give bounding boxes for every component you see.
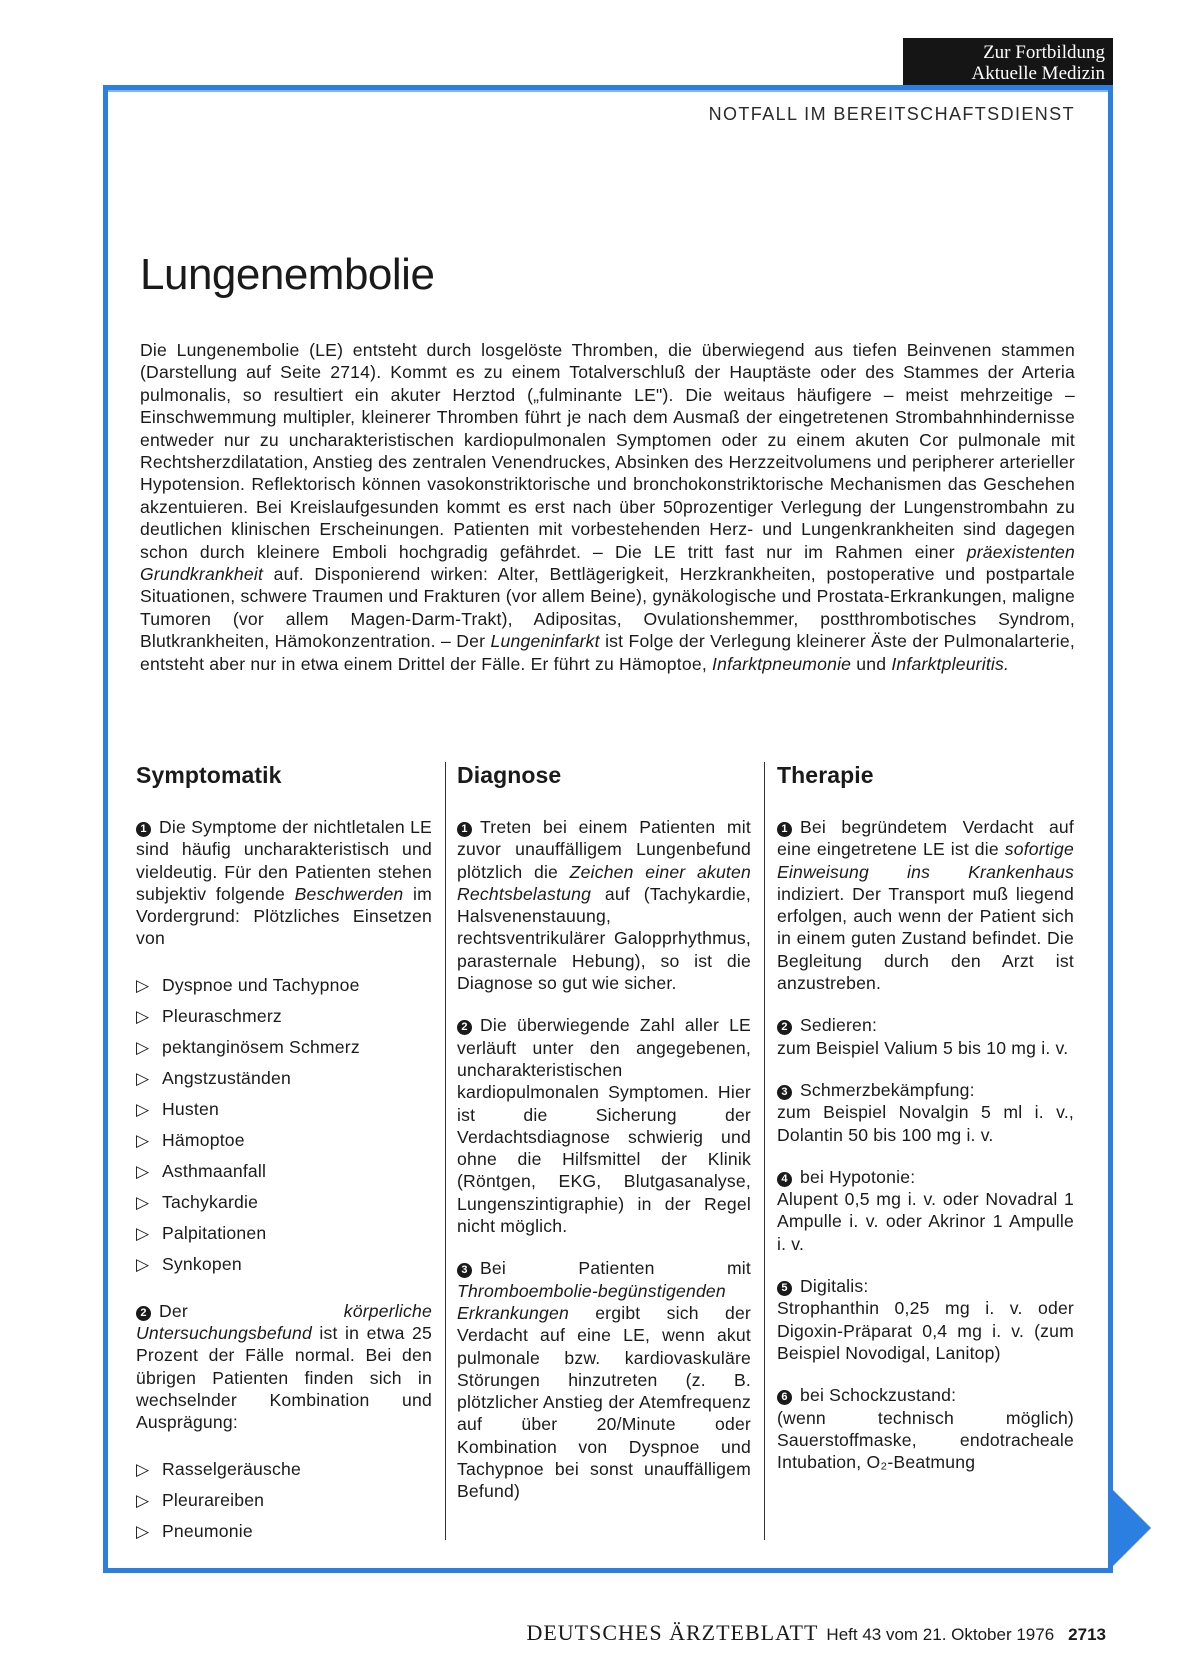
intro-text-4: und — [856, 653, 887, 674]
diagnose-column — [457, 762, 751, 1523]
therapie-subheading-4: bei Hypotonie: — [800, 1166, 916, 1187]
list-item: ▷ Asthmaanfall — [136, 1156, 432, 1187]
list-item: ▷ Hämoptoe — [136, 1125, 432, 1156]
diagnose-text-1b: auf (Tachykardie, Halsvenenstauung, rechtsventrikulärer Galopprhythmus, parasternale Hebung), so ist die Diagnose so gut wie sicher. — [457, 883, 751, 994]
number-3-icon: 3 — [777, 1085, 792, 1100]
number-2-icon: 2 — [136, 1306, 151, 1321]
list-item: ▷ Synkopen — [136, 1249, 432, 1280]
diagnose-text-3a: Bei Patienten mit — [480, 1258, 751, 1279]
symptomatik-paragraph-1 — [136, 816, 432, 950]
diagnose-paragraph-2 — [457, 1014, 751, 1237]
list-item: ▷ Palpitationen — [136, 1218, 432, 1249]
list-item: ▷ Rasselgeräusche — [136, 1454, 432, 1485]
therapie-column — [777, 762, 1074, 1493]
badge-line-2: Aktuelle Medizin — [971, 63, 1105, 84]
therapie-paragraph-5 — [777, 1275, 1074, 1364]
section-header: NOTFALL IM BEREITSCHAFTSDIENST — [708, 104, 1075, 124]
symptomatik-text-2b: ist in etwa 25 Prozent der Fälle normal. Bei den übrigen Patienten finden sich in wechselnder Kombination und Ausprägung: — [136, 1323, 432, 1433]
diagnose-text-3b: ergibt sich der Verdacht auf eine LE, wenn akut pulmonale bzw. kardiovaskuläre Störungen hinzutreten (z. B. plötzlicher Anstieg der Atemfrequenz auf über 20/Minute oder Kombination von Dyspnoe und Tachypnoe bei sonst unauffälligem Befund) — [457, 1302, 751, 1502]
list-item: ▷ Pleurareiben — [136, 1485, 432, 1516]
badge-line-1: Zur Fortbildung — [983, 42, 1105, 63]
therapie-paragraph-6 — [777, 1384, 1074, 1473]
therapie-subheading-3: Schmerzbekämpfung: — [800, 1079, 975, 1100]
intro-paragraph — [140, 339, 1075, 675]
diagnose-emphasis-1: Zeichen einer akuten Rechtsbelastung — [457, 861, 751, 904]
symptomatik-heading: Symptomatik — [136, 762, 282, 788]
therapie-heading: Therapie — [777, 762, 874, 788]
intro-emphasis-1: präexistenten Grundkrankheit — [140, 541, 1075, 585]
number-3-icon: 3 — [457, 1263, 472, 1278]
therapie-emphasis-1: sofortige Einweisung ins Krankenhaus — [777, 839, 1074, 882]
list-item: ▷ Husten — [136, 1094, 432, 1125]
therapie-paragraph-1 — [777, 816, 1074, 994]
journal-name: DEUTSCHES ÄRZTEBLATT — [526, 1620, 819, 1645]
therapie-paragraph-4 — [777, 1166, 1074, 1255]
article-title: Lungenembolie — [140, 250, 435, 299]
symptomatik-emphasis-1: Beschwerden — [294, 883, 404, 904]
number-1-icon: 1 — [136, 822, 151, 837]
therapie-paragraph-3 — [777, 1079, 1074, 1146]
list-item: ▷ Angstzuständen — [136, 1063, 432, 1094]
therapie-text-6: (wenn technisch möglich) Sauerstoffmaske, endotracheale Intubation, O₂-Beatmung — [777, 1407, 1074, 1473]
number-2-icon: 2 — [777, 1020, 792, 1035]
symptomatik-column — [136, 762, 432, 1567]
intro-text-3: ist Folge der Verlegung kleinerer Äste der Pulmonalarterie, entsteht aber nur in etwa einem Drittel der Fälle. Er führt zu Hämoptoe, — [140, 631, 1075, 674]
number-5-icon: 5 — [777, 1281, 792, 1296]
therapie-subheading-2: Sedieren: — [800, 1015, 878, 1036]
page-number: 2713 — [1068, 1625, 1106, 1644]
symptomatik-paragraph-2 — [136, 1300, 432, 1434]
number-4-icon: 4 — [777, 1172, 792, 1187]
list-item: ▷ Pneumonie — [136, 1516, 432, 1547]
diagnose-paragraph-1 — [457, 816, 751, 994]
therapie-text-2: zum Beispiel Valium 5 bis 10 mg i. v. — [777, 1037, 1069, 1058]
number-1-icon: 1 — [457, 822, 472, 837]
next-page-arrow-icon — [1113, 1490, 1151, 1566]
diagnose-heading: Diagnose — [457, 762, 562, 788]
therapie-paragraph-2 — [777, 1014, 1074, 1059]
therapie-text-5: Strophanthin 0,25 mg i. v. oder Digoxin-Präparat 0,4 mg i. v. (zum Beispiel Novodigal, Lanitop) — [777, 1298, 1074, 1363]
symptomatik-emphasis-2: körperliche Untersuchungsbefund — [136, 1300, 432, 1344]
therapie-subheading-6: bei Schockzustand: — [800, 1385, 957, 1406]
column-divider-1 — [445, 762, 446, 1540]
list-item: ▷ Dyspnoe und Tachypnoe — [136, 970, 432, 1001]
intro-emphasis-4: Infarktpleuritis. — [891, 653, 1010, 674]
findings-list — [136, 1454, 432, 1547]
section-badge — [903, 38, 1113, 86]
number-6-icon: 6 — [777, 1390, 792, 1405]
symptomatik-text-1a: Die Symptome der nichtletalen LE sind häufig uncharakteristisch und vieldeutig. Für den Patienten stehen subjektiv folgende — [136, 817, 432, 904]
issue-info: Heft 43 vom 21. Oktober 1976 — [826, 1625, 1055, 1644]
symptom-list — [136, 970, 432, 1280]
list-item: ▷ Pleuraschmerz — [136, 1001, 432, 1032]
column-divider-2 — [764, 762, 765, 1540]
diagnose-text-2: Die überwiegende Zahl aller LE verläuft unter den angegebenen, uncharakteristischen kardiopulmonalen Symptomen. Hier ist die Sicherung der Verdachtsdiagnose schwierig und ohne die Hilfsmittel der Klinik (Röntgen, EKG, Blutgasanalyse, Lungenszintigraphie) in der Regel nicht möglich. — [457, 1015, 751, 1237]
symptomatik-text-2a: Der — [159, 1300, 188, 1321]
diagnose-paragraph-3 — [457, 1257, 751, 1502]
intro-text-2: auf. Disponierend wirken: Alter, Bettlägerigkeit, Herzkrankheiten, postoperative und postpartale Situationen, schwere Traumen und Frakturen (vor allem Beine), gynäkologische und Prostata-Erkrankungen, maligne Tumoren (vor allem Magen-Darm-Trakt), Adipositas, Ovulationshemmer, postthrombotisches Syndrom, Blutkrankheiten, Hämokonzentration. – Der — [140, 564, 1075, 652]
intro-emphasis-3: Infarktpneumonie — [712, 653, 852, 674]
therapie-text-3: zum Beispiel Novalgin 5 ml i. v., Dolantin 50 bis 100 mg i. v. — [777, 1102, 1074, 1145]
list-item: ▷ Tachykardie — [136, 1187, 432, 1218]
number-1-icon: 1 — [777, 822, 792, 837]
intro-emphasis-2: Lungeninfarkt — [490, 631, 600, 652]
therapie-text-4: Alupent 0,5 mg i. v. oder Novadral 1 Ampulle i. v. oder Akrinor 1 Ampulle i. v. — [777, 1189, 1074, 1254]
number-2-icon: 2 — [457, 1020, 472, 1035]
therapie-subheading-5: Digitalis: — [800, 1276, 869, 1297]
intro-text-1: Die Lungenembolie (LE) entsteht durch losgelöste Thromben, die überwiegend aus tiefen Beinvenen stammen (Darstellung auf Seite 2714). Kommt es zu einem Totalverschluß der Hauptäste oder des Stammes der Arteria pulmonalis, so resultiert ein akuter Herztod („fulminante LE"). Die weitaus häufigere – meist mehrzeitige – Einschwemmung multipler, kleinerer Thromben führt je nach dem Ausmaß der eingetretenen Strombahnhindernisse entweder nur zu uncharakteristischen kardiopulmonalen Symptomen oder zu einem akuten Cor pulmonale mit Rechtsherzdilatation, Anstieg des zentralen Venendruckes, Absinken des Herzzeitvolumens und peripherer arterieller Hypotension. Reflektorisch können vasokonstriktorische und bronchokonstriktorische Mechanismen das Geschehen akzentuieren. Bei Kreislaufgesunden kommt es erst nach über 50prozentiger Verlegung der Lungenstrombahn zu deutlichen klinischen Erscheinungen. Patienten mit vorbestehenden Herz- und Lungenkrankheiten sind dagegen schon durch kleinere Emboli hochgradig gefährdet. – Die LE tritt fast nur im Rahmen einer — [140, 340, 1075, 562]
symptomatik-text-1b: im Vordergrund: Plötzliches Einsetzen von — [136, 883, 433, 949]
diagnose-text-1a: Treten bei einem Patienten mit zuvor unauffälligem Lungenbefund plötzlich die — [457, 817, 751, 882]
therapie-text-1a: Bei begründetem Verdacht auf eine eingetretene LE ist die — [777, 817, 1074, 860]
diagnose-emphasis-3: Thromboembolie-begünstigenden Erkrankungen — [457, 1280, 726, 1323]
therapie-text-1b: indiziert. Der Transport muß liegend erfolgen, auch wenn der Patient sich in einem guten Zustand befindet. Die Begleitung durch den Arzt ist anzustreben. — [777, 883, 1074, 994]
page-footer — [450, 1620, 1106, 1646]
list-item: ▷ pektanginösem Schmerz — [136, 1032, 432, 1063]
